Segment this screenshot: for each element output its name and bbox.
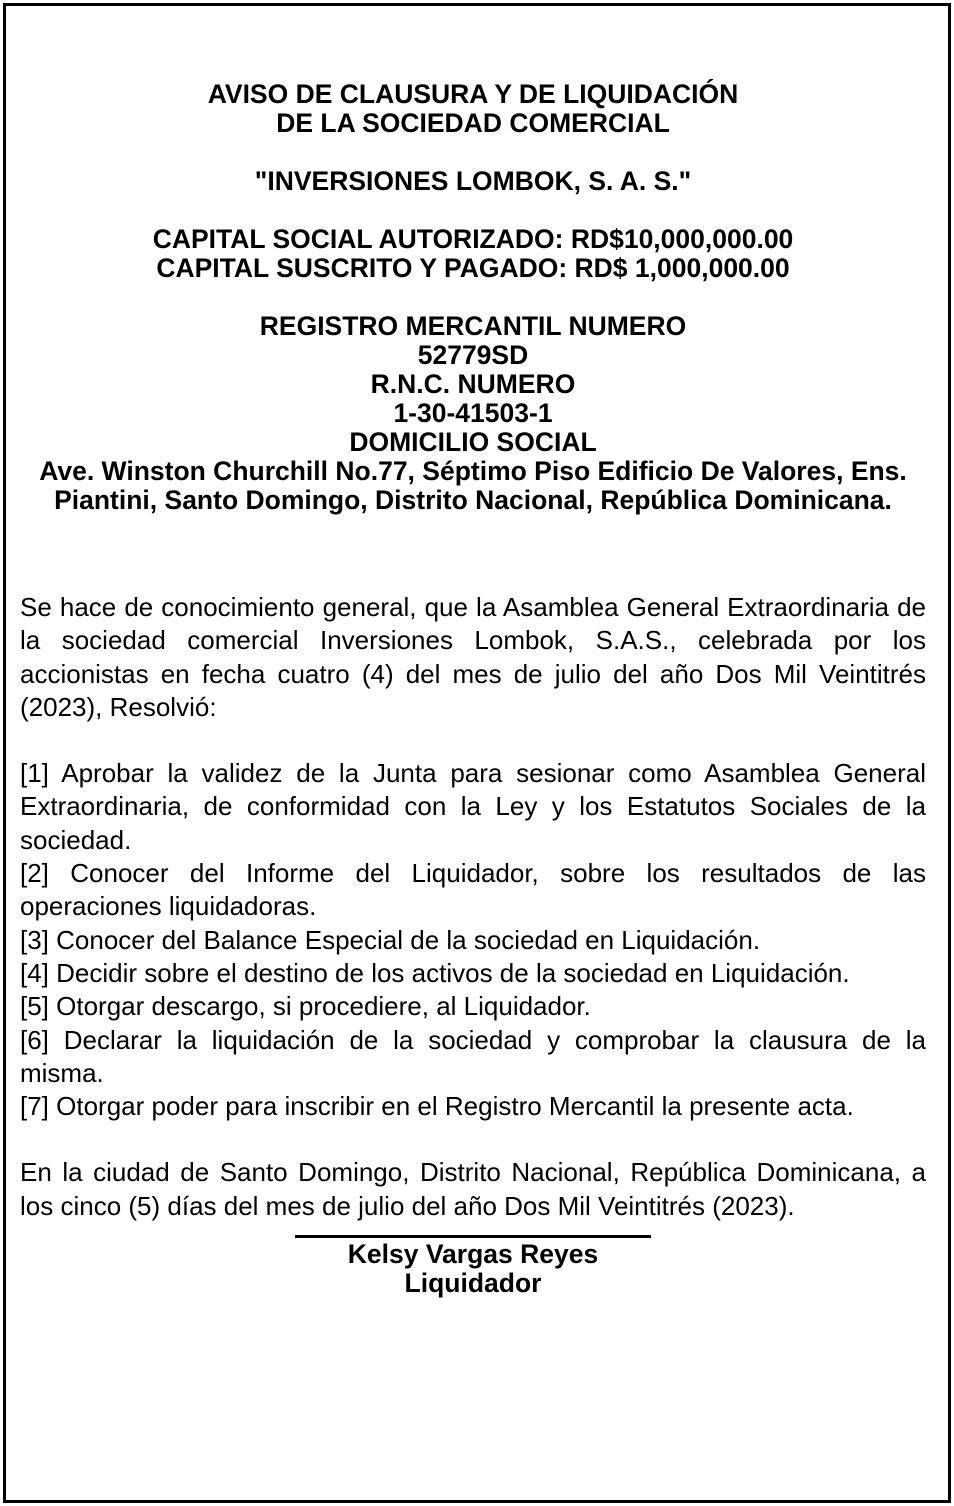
registry-label: REGISTRO MERCANTIL NUMERO (259, 311, 687, 341)
notice-title-line1: AVISO DE CLAUSURA Y DE LIQUIDACIÓN (207, 79, 739, 109)
registry-number: 52779SD (417, 340, 529, 370)
authorized-capital: CAPITAL SOCIAL AUTORIZADO: RD$10,000,000.00 (152, 224, 794, 254)
resolution-item: [4] Decidir sobre el destino de los activos de la sociedad en Liquidación. (20, 957, 850, 988)
signatory-role: Liquidador (404, 1268, 542, 1299)
resolution-item: [2] Conocer del Informe del Liquidador, sobre los resultados de las operaciones liquidadoras. (20, 858, 926, 922)
signature-line (295, 1235, 651, 1238)
legal-notice (20, 80, 926, 1298)
resolution-item: [6] Declarar la liquidación de la sociedad y comprobar la clausura de la misma. (20, 1024, 926, 1088)
domicile-address: Ave. Winston Churchill No.77, Séptimo Piso Edificio De Valores, Ens. Piantini, Santo Domingo, Distrito Nacional, República Dominicana. (39, 456, 907, 515)
notice-title-line2: DE LA SOCIEDAD COMERCIAL (276, 108, 670, 138)
resolution-item: [5] Otorgar descargo, si procediere, al Liquidador. (20, 991, 591, 1022)
subscribed-capital: CAPITAL SUSCRITO Y PAGADO: RD$ 1,000,000.00 (156, 253, 790, 283)
resolutions-list (20, 757, 926, 1123)
intro-paragraph: Se hace de conocimiento general, que la Asamblea General Extraordinaria de la sociedad comercial Inversiones Lombok, S.A.S., celebrada por los accionistas en fecha cuatro (4) del mes de julio del año Dos Mil Veintitrés (2023), Resolvió: (20, 592, 926, 722)
rnc-label: R.N.C. NUMERO (370, 369, 576, 399)
rnc-number: 1-30-41503-1 (393, 398, 553, 428)
closing-paragraph: En la ciudad de Santo Domingo, Distrito Nacional, República Dominicana, a los cinco (5) días del mes de julio del año Dos Mil Veintitrés (2023). (20, 1157, 926, 1221)
signatory-name: Kelsy Vargas Reyes (347, 1239, 599, 1270)
resolution-item: [7] Otorgar poder para inscribir en el Registro Mercantil la presente acta. (20, 1091, 854, 1122)
resolution-item: [1] Aprobar la validez de la Junta para sesionar como Asamblea General Extraordinaria, de conformidad con la Ley y los Estatutos Sociales de la sociedad. (20, 758, 926, 855)
company-name: "INVERSIONES LOMBOK, S. A. S." (254, 166, 692, 196)
domicile-label: DOMICILIO SOCIAL (349, 427, 597, 457)
resolution-item: [3] Conocer del Balance Especial de la sociedad en Liquidación. (20, 924, 761, 955)
